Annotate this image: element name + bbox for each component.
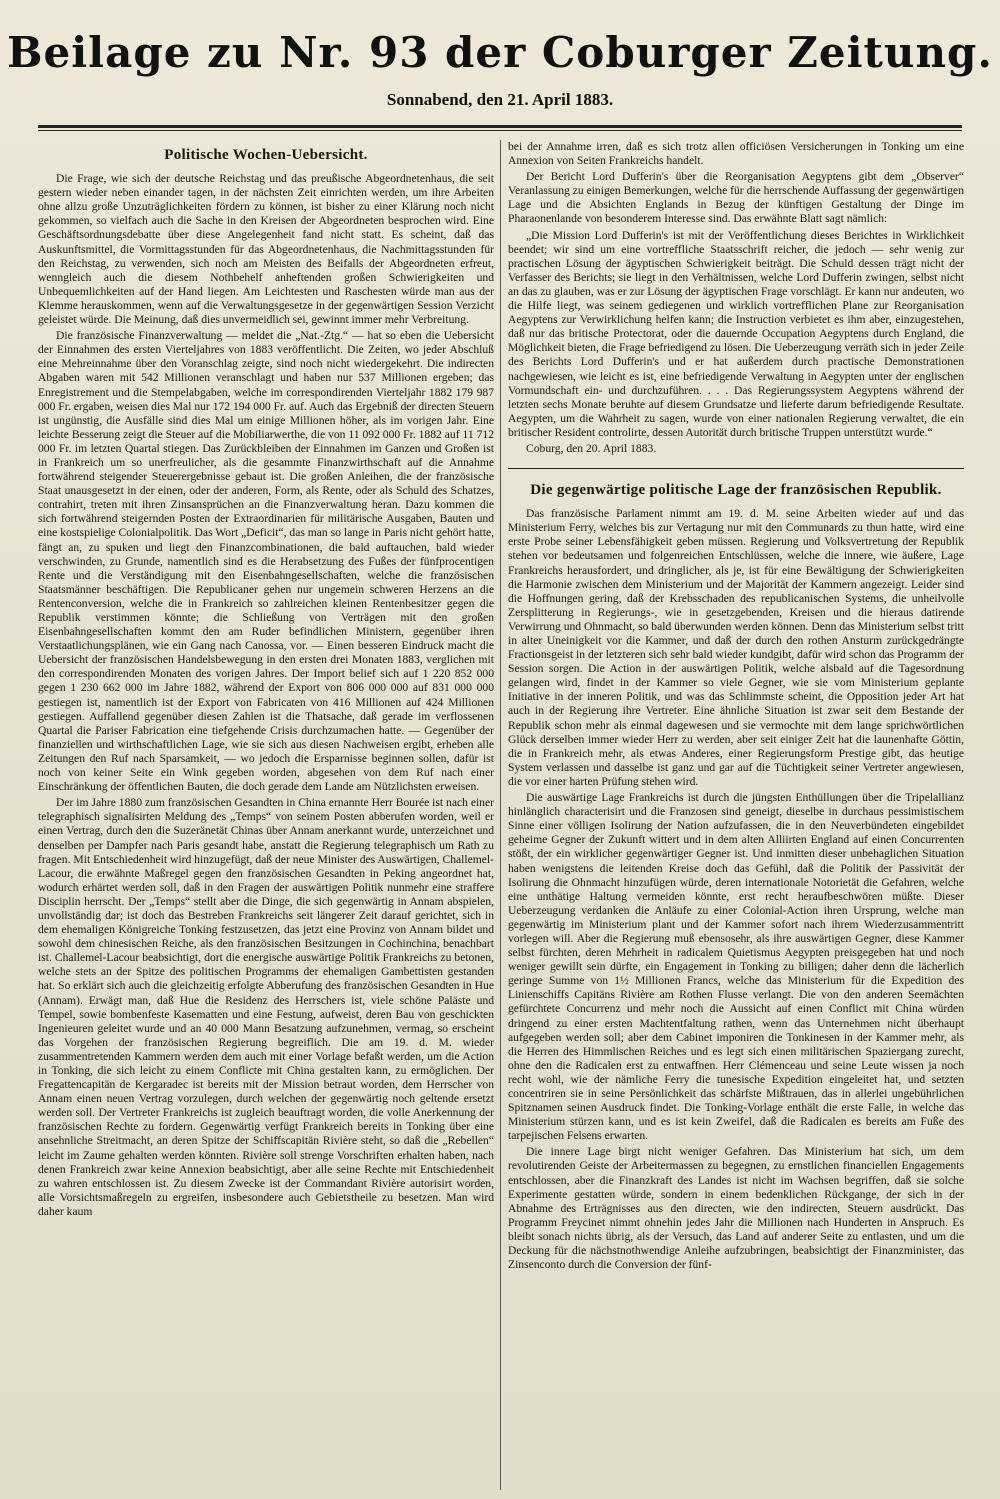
article-paragraph: Der Bericht Lord Dufferin's über die Reorganisation Aegyptens gibt dem „Observer“ Veranlassung zu einigen Bemerkungen, welche für die herrschende Auffassung der gegenwärtigen Lage und die Absichten Englands in Bezug der künftigen Gestaltung der Dinge im Pharaonenlande von besonderem Interesse sind. Das erwähnte Blatt sagt nämlich:	[508, 170, 964, 226]
section-heading-weekly-review: Politische Wochen-Uebersicht.	[164, 147, 368, 163]
article-paragraph: Die auswärtige Lage Frankreichs ist durch die jüngsten Enthüllungen über die Tripelallianz hinlänglich characterisirt und die Franzosen sind geneigt, dieselbe in durchaus pessimistischem Sinne einer völligen Isolirung der Nation aufzufassen, die in den Neuverbündeten eingebildet geheime Gegner der Zukunft wittert und in dem alten Alliirten England auf einen Concurrenten stößt, der ein wirklicher gegenwärtiger Gegner ist. Und inmitten dieser unbehaglichen Situation haben wenigstens die leitenden Kreise doch das Gefühl, daß die Politik der Passivität der Isolirung die Ohnmacht hinzufügen würde, deren internationale Notorietät die Gefahren, welche eine unthätige Haltung vermeiden könnte, erst recht heraufbeschwören müßte. Dieser Ueberzeugung verdanken die Anläufe zu einer Colonial-Action ihren Ursprung, welche man gegenwärtig im Ministerium plant und der Kammer sofort nach ihrem Wiederzusammentritt vorlegen will. Aber die Regierung muß ebensosehr, als ihre auswärtigen Gegner, diese Kammer selbst fürchten, deren Mehrheit in radicalem Quietismus Aegypten preisgegeben hat und noch weniger gewillt sein dürfte, ein Engagement in Tonking zu billigen; daher denn die lächerlich geringe Summe von 1½ Millionen Francs, welche das Ministerium für die Expedition des Linienschiffs Capitäns Rivière am Rothen Flusse verlangt. Die von den anderen Seemächten gefürchtete Concurrenz und mehr noch die Aussicht auf einen Conflict mit China würden dringend zu einer ersten Machtentfaltung rathen, wenn das Unternehmen nicht überhaupt aufgegeben werden soll; aber dem Cabinet imponiren die Tonkinesen in der Kammer mehr, als die Herren des Himmlischen Reiches und es legt sich einen militärischen Spaziergang zurecht, ohne den die Radicalen erst zu entwaffnen. Herr Clémenceau und seine Leute wissen ja noch recht wohl, wie der nämliche Ferry die tunesische Expedition eingeleitet hat, und setzten concentriren sie in seine Persönlichkeit das schärfste Mißtrauen, das in allerlei ungebührlichen Spitznamen seinen Ausdruck findet. Die Tonking-Vorlage enthält die erste Falle, in welche das Ministerium stürzen kann, und es ist kein Zweifel, daß die Radicalen es bereits am Fuße des tarpejischen Felsens erwarten.	[508, 791, 964, 1143]
article-paragraph: Die französische Finanzverwaltung — meldet die „Nat.-Ztg.“ — hat so eben die Uebersicht der Einnahmen des ersten Vierteljahres von 1883 veröffentlicht. Die Zeiten, wo jeder Abschluß eine Mehreinnahme über den Voranschlag zeigte, sind noch nicht wiedergekehrt. Die indirecten Abgaben waren mit 542 Millionen veranschlagt und haben nur 537 Millionen ergeben; das Enregistrement und die Stempelabgaben, welche im correspondirenden Vierteljahr 1882 179 987 000 Fr. ergaben, weisen dies Mal nur 172 194 000 Fr. auf. Auch das Ergebniß der directen Steuern ist ungünstig, die Ausfälle sind dies Mal um einige Millionen höher, als im vorigen Jahr. Eine leichte Besserung zeigt die Steuer auf die Mobiliarwerthe, die von 11 092 000 Fr. 1882 auf 11 712 000 Fr. im letzten Quartal stiegen. Das Zurückbleiben der Einnahmen im Ganzen und Großen ist in Frankreich um so unerfreulicher, als die gesammte Finanzwirthschaft auf die Annahme fortwährend steigender Steuerergebnisse gebaut ist. Die großen Anleihen, die der französische Staat unausgesetzt in der einen, oder der anderen, Form, als Rente, oder als Schuld des Schatzes, contrahirt, treten mit ihren Zinsansprüchen an die Finanzverwaltung heran. Dazu kommen die sich fortwährend steigernden Posten der Extraordinarien für militärische Ausgaben, Bauten und eine kostspielige Colonialpolitik. Das Wort „Deficit“, das man so lange in Paris nicht gehört hatte, fängt an, zu spuken und liegt den Finanzcombinationen, die bald auftauchen, bald wieder verschwinden, zu Grunde, namentlich sind es die Herabsetzung des Fußes der fünfprocentigen Rente und die Verständigung mit den Eisenbahngesellschaften, welche die französischen Staatsmänner beschäftigen. Die Republicaner gehen nur ungemein schweren Herzens an die Rentenconversion, welche die in Frankreich so zahlreichen kleinen Rentenbesitzer gegen die Republik verstimmen könnte; die Schließung von Verträgen mit den großen Eisenbahngesellschaften kommt den am Ruder befindlichen Ministern, gegenüber ihren Verstaatlichungsplänen, wie ein Gang nach Canossa, vor. — Einen besseren Eindruck macht die Uebersicht der französischen Handelsbewegung in den ersten drei Monaten 1883, verglichen mit den correspondirenden Monaten des vorigen Jahres. Der Import belief sich auf 1 220 852 000 gegen 1 230 662 000 im Jahre 1882, während der Export von 806 000 000 auf 831 000 000 gestiegen ist, namentlich ist der Export von Fabricaten von 416 Millionen auf 424 Millionen gestiegen. Auffallend gegenüber diesen Zahlen ist die Thatsache, daß gerade im verflossenen Quartal die Pariser Fabrication eine tiefgehende Crisis durchzumachen hatte. — Gegenüber der finanziellen und wirthschaftlichen Lage, wie sie sich aus diesen Nachweisen ergibt, erheben alle Zeitungen den Ruf nach Sparsamkeit, — wo jedoch die Ersparnisse beginnen sollen, dafür ist noch von keiner Seite ein Wink gegeben worden, abgesehen von dem Ruf nach einer Einschränkung der öffentlichen Bauten, die doch gerade dem Lande am Nützlichsten erweisen.	[38, 329, 494, 794]
masthead-title: Beilage zu Nr. 93 der Coburger Zeitung.	[7, 28, 993, 77]
article-dateline: Coburg, den 20. April 1883.	[526, 441, 657, 455]
section-heading-french-republic: Die gegenwärtige politische Lage der französischen Republik.	[508, 468, 964, 497]
masthead-dateline: Sonnabend, den 21. April 1883.	[386, 90, 614, 109]
header-rule	[38, 125, 962, 128]
article-paragraph: bei der Annahme irren, daß es sich trotz allen officiösen Versicherungen in Tonking um eine Annexion von Seiten Frankreichs handelt.	[508, 140, 964, 168]
left-column	[38, 140, 494, 1490]
article-paragraph: Die innere Lage birgt nicht weniger Gefahren. Das Ministerium hat sich, um dem revolutirenden Geiste der Arbeitermassen zu begegnen, zu ernstlichen financiellen Engagements entschlossen, aber die Finanzkraft des Landes ist nicht im Wachsen begriffen, daß sie solche Experimente gestatten würde, sondern in einem bedenklichen Rückgange, der sich in der Abnahme des Erträgnisses aus den directen, wie den indirecten, Steuern ausdrückt. Das Programm Freycinet nimmt ohnehin jedes Jahr die Millionen nach Hunderten in Anspruch. Es bleibt sonach nichts übrig, als der Versuch, das Land auf anderer Seite zu entlasten, und um die Deckung für die nächstnothwendige Anleihe aufzubringen, beabsichtigt der Finanzminister, das Zinsenconto durch die Conversion der fünf-	[508, 1145, 964, 1272]
article-paragraph: Die Frage, wie sich der deutsche Reichstag und das preußische Abgeordnetenhaus, die seit gestern wieder neben einander tagen, in der nächsten Zeit einrichten werden, um ihre Arbeiten ohne allzu große Unzuträglichkeiten fördern zu können, ist bisher zu einer Klärung noch nicht gekommen, so vielfach auch die Sache in den Kreisen der Abgeordneten besprochen wird. Eine Geschäftsordnungsdebatte über diese Angelegenheit fand nicht statt. Es scheint, daß das Auskunftsmittel, die Vormittagsstunden für das Abgeordnetenhaus, die Nachmittagsstunden für den Reichstag, zu verwenden, sich noch am Meisten des Beifalls der Abgeordneten erfreut, wenngleich auch die diesem Nothbehelf anheftenden großen Schwierigkeiten und Unbequemlichkeiten auf der Hand liegen. Am Leichtesten und Raschesten würde man aus der Klemme herauskommen, wenn auf die Verwaltungsgesetze in der gegenwärtigen Session Verzicht geleistet würde. Die Meinung, daß dies unvermeidlich sei, gewinnt immer mehr Verbreitung.	[38, 172, 494, 327]
article-quote: „Die Mission Lord Dufferin's ist mit der Veröffentlichung dieses Berichtes in Wirklichkeit beendet; wir sind um eine vortreffliche Staatsschrift reicher, die jedoch — sehr wenig zur practischen Lösung der ägyptischen Schwierigkeit beiträgt. Die Schuld dessen trägt nicht der Verfasser des Berichts; sie liegt in den Verhältnissen, welche Lord Dufferin zwingen, selbst nicht an das zu glauben, was er zur Lösung der ägyptischen Frage vorschlägt. Er kann nur andeuten, wo die Hilfe liegt, was seinem gediegenen und wirklich vortrefflichen Plane zur Reorganisation Aegyptens zur Verwirklichung helfen kann; die Instruction verbietet es ihm aber, einzugestehen, daß nur das britische Protectorat, oder die dauernde Occupation Aegyptens durch England, die Möglichkeit bieten, die Frage befriedigend zu lösen. Die Ueberzeugung verräth sich in jeder Zeile des Berichts Lord Dufferin's und er hat außerdem durch practische Demonstrationen nachgewiesen, wie leicht es ist, eine befriedigende Verwaltung in Aegypten unter der englischen Vormundschaft ein- und durchzuführen. . . . Das Regierungssystem Aegyptens während der letzten sechs Monate beruhte auf diesem Grundsatze und lieferte darum befriedigende Resultate. Aegypten, um die Wahrheit zu sagen, wurde von einer nationalen Regierung verwaltet, die ein britischer Resident controlirte, dessen Autorität durch britische Truppen unterstützt wurde.“	[508, 228, 964, 439]
article-paragraph: Das französische Parlament nimmt am 19. d. M. seine Arbeiten wieder auf und das Ministerium Ferry, welches bis zur Vertagung nur mit den Communards zu thun hatte, wird eine erste Probe seiner Lebensfähigkeit geben müssen. Regierung und Volksvertretung der Republik stehen vor bedeutsamen und folgenreichen Entschlüssen, welche die innere, wie äußere, Lage Frankreichs herausfordert, und dringlicher, als je, ist für eine Bewältigung der Schwierigkeiten die Harmonie zwischen dem Ministerium und der Majorität der Kammern angezeigt. Leider sind die Hoffnungen gering, daß der Krebsschaden des republicanischen Systems, die unheilvolle Zersplitterung in Regierungs-, wie in gesetzgebenden, Kreisen und die hieraus datirende Verwirrung und Ohnmacht, so bald überwunden werden können. Denn das Ministerium selbst tritt in alter Uneinigkeit vor die Kammer, und daß der durch den rothen Ansturm zurückgedrängte Fractionsgeist in der letzteren sich sehr bald wieder kundgibt, dafür wird schon das Programm der Session sorgen. Die Action in der auswärtigen Politik, welche alsbald auf die Tagesordnung gelangen wird, findet in der Kammer so viele Gegner, wie sie vom Ministerium geplante Initiative in der inneren Politik, und was das Schlimmste scheint, die Opposition jeder Art hat auch in der Regierung ihre Vertreter. Eine ähnliche Situation ist zwar seit dem Bestande der Republik schon mehr als einmal dagewesen und sie vermochte mit dem lange sprichwörtlichen Glück derselben immer wieder Herr zu werden, aber seit einiger Zeit hat die launenhafte Göttin, die in Frankreich mehr, als etwas Anderes, einer Regierungsform Prestige gibt, das heutige System verlassen und dasselbe ist ganz und gar auf die Tüchtigkeit seiner Vertreter angewiesen, die vor einer harten Prüfung stehen wird.	[508, 507, 964, 788]
right-column	[508, 140, 964, 1490]
column-divider	[500, 140, 501, 1490]
header-rule-thin	[38, 130, 962, 131]
article-paragraph: Der im Jahre 1880 zum französischen Gesandten in China ernannte Herr Bourée ist nach einer telegraphisch signalisirten Meldung des „Temps“ von seinem Posten abberufen worden, weil er einen Vertrag, durch den die Suzeränetät Chinas über Annam anerkannt wurde, unterzeichnet und denselben per Dampfer nach Paris gesandt habe, anstatt die Regierung telegraphisch um Rath zu fragen. Mit Entschiedenheit wird hinzugefügt, daß der neue Minister des Auswärtigen, Challemel-Lacour, die erwähnte Maßregel gegen den französischen Gesandten in Peking angeordnet hat, wodurch erhärtet werden soll, daß in den Fragen der auswärtigen Politik nunmehr eine straffere Disciplin herrscht. Der „Temps“ stellt aber die Dinge, die sich gegenwärtig in Annam abspielen, unvollständig dar; ist doch das Bestreben Frankreichs seit längerer Zeit darauf gerichtet, sich in dem ehemaligen Königreiche Tonking festzusetzen, das jetzt eine Provinz von Annam bildet und sowohl dem chinesischen Reiche, als den französischen Besitzungen in Cochinchina, benachbart ist. Challemel-Lacour beabsichtigt, dort die energische auswärtige Politik Frankreichs zu betonen, welche stets an der Spitze des politischen Programms der ehemaligen Gambettisten gestanden hat. So erklärt sich auch die gleichzeitig erfolgte Abberufung des französischen Gesandten in Hue (Annam). Erwägt man, daß Hue die Residenz des Herrschers ist, viele schöne Paläste und Tempel, sowie bombenfeste Kasematten und eine Festung, aufweist, deren Bau von geschickten Ingenieuren geleitet wurde und an 40 000 Mann Besatzung aufzunehmen, vermag, so erscheint das Vorgehen der französischen Regierung begreiflich. Die am 19. d. M. wieder zusammentretenden Kammern werden dem auch mit einer Vorlage befaßt werden, um die Action in Tonking, die sich leicht zu einem Conflicte mit China gestalten kann, zu ermöglichen. Der Fregattencapitän de Kergaradec ist bereits mit der Mission betraut worden, dem Herrscher von Annam einen neuen Vertrag vorzulegen, durch welchen der gegenwärtig noch geltende ersetzt werden soll. Der Vertreter Frankreichs ist zugleich beauftragt worden, die volle Anerkennung der französischen Rechte zu fordern. Gegenwärtig verfügt Frankreich bereits in Tonking über eine ansehnliche Streitmacht, an deren Spitze der Schiffscapitän Rivière steht, so daß die „Rebellen“ leicht im Zaume gehalten werden könnten. Rivière soll strenge Vorschriften erhalten haben, nach denen Frankreich zwar keine Annexion beabsichtigt, aber alle seine Rechte mit Entschiedenheit zu wahren entschlossen ist. Zu diesem Zwecke ist der Commandant Rivière autorisirt worden, alle Vorsichtsmaßregeln zu ergreifen, insbesondere auch Gebietstheile zu besetzen. Man wird daher kaum	[38, 796, 494, 1218]
